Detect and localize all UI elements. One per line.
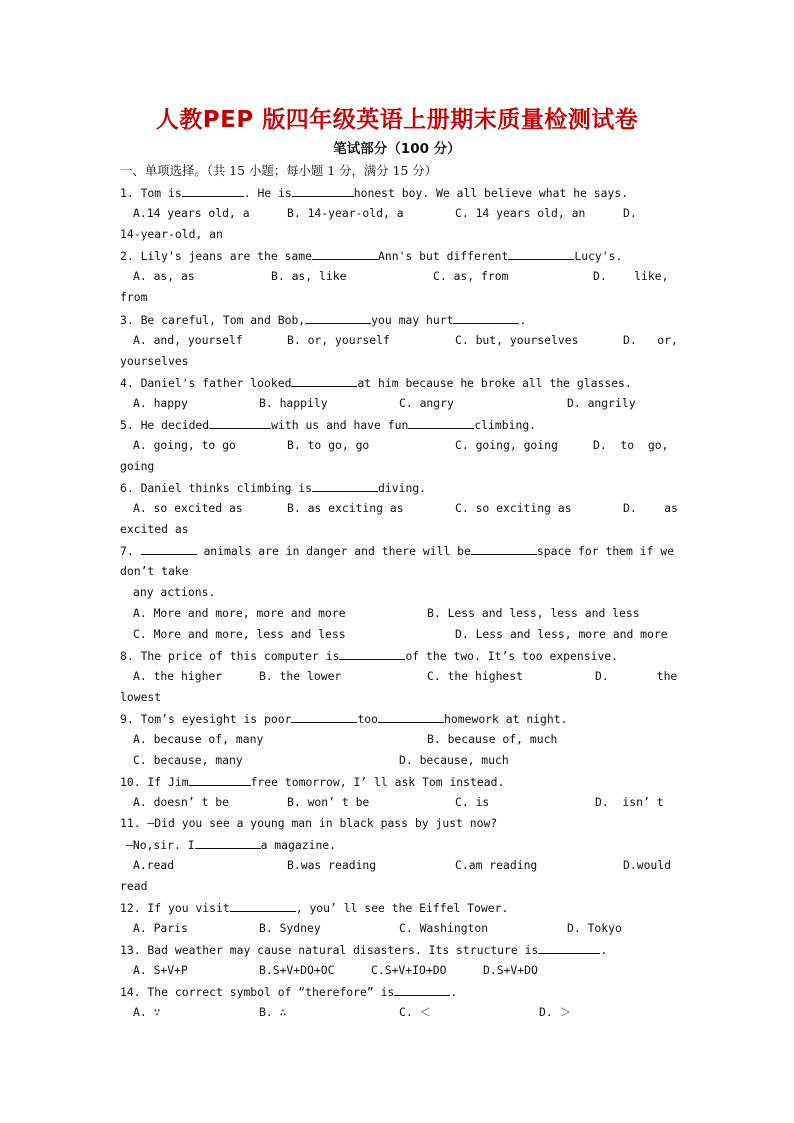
answer-blank bbox=[312, 248, 378, 260]
answer-blank bbox=[189, 774, 251, 786]
text-fragment: C. 14 years old, an bbox=[455, 206, 586, 220]
question-6 bbox=[120, 480, 675, 496]
answer-blank bbox=[471, 543, 537, 555]
text-fragment: B. as exciting as bbox=[287, 501, 404, 515]
answer-blank bbox=[195, 837, 261, 849]
question-6-wrap: excited as bbox=[120, 522, 189, 536]
question-3 bbox=[120, 312, 675, 328]
text-fragment: 9. Tom’s eyesight is poor bbox=[120, 712, 292, 726]
text-fragment: . bbox=[519, 313, 527, 327]
text-fragment: C. the highest bbox=[427, 669, 524, 683]
text-fragment: D. because, much bbox=[399, 753, 509, 767]
question-7-line2: don’t take bbox=[120, 564, 189, 578]
text-fragment: A. the higher bbox=[133, 669, 223, 683]
text-fragment: B. as, like bbox=[271, 269, 347, 283]
text-fragment: animals are in danger and there will be bbox=[203, 544, 471, 558]
text-fragment: D. Tokyo bbox=[567, 921, 622, 935]
text-fragment: C. because, many bbox=[133, 753, 243, 767]
text-fragment: A. going, to go bbox=[133, 438, 236, 452]
text-fragment: B. won’ t be bbox=[287, 795, 370, 809]
text-fragment: C. is bbox=[455, 795, 490, 809]
answer-blank bbox=[291, 375, 357, 387]
text-fragment: A. happy bbox=[133, 396, 188, 410]
text-fragment: D. like, bbox=[593, 269, 669, 283]
text-fragment: Ann's but different bbox=[378, 249, 509, 263]
text-fragment: 4. Daniel's father looked bbox=[120, 376, 292, 390]
answer-blank bbox=[182, 185, 244, 197]
text-fragment: C. angry bbox=[399, 396, 454, 410]
text-fragment: D. or, bbox=[623, 333, 678, 347]
answer-blank bbox=[453, 312, 519, 324]
question-7-line3: any actions. bbox=[133, 585, 216, 599]
question-10 bbox=[120, 774, 675, 790]
text-fragment: C.am reading bbox=[455, 858, 538, 872]
text-fragment: B.was reading bbox=[287, 858, 377, 872]
answer-blank bbox=[508, 248, 574, 260]
question-4 bbox=[120, 375, 675, 391]
text-fragment: A. Paris bbox=[133, 921, 188, 935]
question-3-wrap: yourselves bbox=[120, 354, 189, 368]
answer-blank bbox=[312, 480, 378, 492]
answer-blank bbox=[230, 900, 296, 912]
text-fragment: C. so exciting as bbox=[455, 501, 572, 515]
text-fragment: at him because he broke all the glasses. bbox=[357, 376, 632, 390]
question-1: 1. Tom is . He is honest boy. We all believe what he says. bbox=[120, 186, 629, 200]
text-fragment: a magazine. bbox=[260, 838, 337, 852]
text-fragment: D. the bbox=[595, 669, 678, 683]
question-12 bbox=[120, 900, 675, 916]
text-fragment: A. More and more, more and more bbox=[133, 606, 346, 620]
text-fragment: D.S+V+DO bbox=[483, 963, 538, 977]
answer-blank bbox=[141, 543, 197, 555]
text-fragment: D. Less and less, more and more bbox=[455, 627, 668, 641]
question-13 bbox=[120, 942, 675, 958]
text-fragment: 8. The price of this computer is bbox=[120, 649, 340, 663]
answer-blank bbox=[394, 984, 450, 996]
answer-blank bbox=[292, 185, 354, 197]
text-fragment: you may hurt bbox=[371, 313, 454, 327]
text-fragment: C.S+V+IO+DO bbox=[371, 963, 447, 977]
text-fragment: diving. bbox=[378, 481, 427, 495]
question-14 bbox=[120, 984, 675, 1000]
text-fragment: 5. He decided bbox=[120, 418, 210, 432]
text-fragment: B. 14-year-old, a bbox=[287, 206, 404, 220]
text-fragment: A.14 years old, a bbox=[133, 206, 250, 220]
text-fragment: B. Sydney bbox=[259, 921, 321, 935]
text-fragment: D. to go, bbox=[593, 438, 669, 452]
text-fragment: space for them if we bbox=[536, 544, 675, 558]
question-8-wrap: lowest bbox=[120, 690, 162, 704]
text-fragment: of the two. It’s too expensive. bbox=[405, 649, 619, 663]
question-8 bbox=[120, 648, 675, 664]
text-fragment: C. ＜ bbox=[399, 1005, 431, 1019]
question-11-wrap: read bbox=[120, 879, 148, 893]
page-subtitle: 笔试部分（100 分） bbox=[333, 141, 461, 157]
question-9 bbox=[120, 711, 675, 727]
question-2-wrap: from bbox=[120, 290, 148, 304]
text-fragment: B. ∴ bbox=[259, 1005, 287, 1019]
text-fragment: D. as bbox=[623, 501, 678, 515]
question-11-line2 bbox=[126, 837, 681, 853]
text-fragment: too bbox=[357, 712, 379, 726]
text-fragment: B. the lower bbox=[259, 669, 342, 683]
text-fragment: B. or, yourself bbox=[287, 333, 390, 347]
text-fragment: A. as, as bbox=[133, 269, 195, 283]
text-fragment: with us and have fun bbox=[271, 418, 409, 432]
answer-blank bbox=[339, 648, 405, 660]
answer-blank bbox=[305, 312, 371, 324]
text-fragment: 6. Daniel thinks climbing is bbox=[120, 481, 313, 495]
answer-blank bbox=[378, 711, 444, 723]
text-fragment: free tomorrow, I’ ll ask Tom instead. bbox=[250, 775, 505, 789]
text-fragment: 13. Bad weather may cause natural disasters. Its structure is bbox=[120, 943, 539, 957]
page-title: 人教PEP 版四年级英语上册期末质量检测试卷 bbox=[155, 107, 639, 133]
text-fragment: D. isn’ t bbox=[595, 795, 664, 809]
text-fragment: C. but, yourselves bbox=[455, 333, 579, 347]
text-fragment: A.read bbox=[133, 858, 175, 872]
text-fragment: D. bbox=[623, 206, 637, 220]
text-fragment: A. so excited as bbox=[133, 501, 243, 515]
text-fragment: 14. The correct symbol of “therefore” is bbox=[120, 985, 395, 999]
text-fragment: homework at night. bbox=[444, 712, 568, 726]
question-7: 7. animals are in danger and there will be space for them if we bbox=[120, 544, 675, 558]
text-fragment: . bbox=[450, 985, 458, 999]
text-fragment: C. More and more, less and less bbox=[133, 627, 346, 641]
text-fragment: —No,sir. I bbox=[126, 838, 195, 852]
text-fragment: A. ∵ bbox=[133, 1005, 161, 1019]
text-fragment: Lucy's. bbox=[574, 249, 623, 263]
text-fragment: A. doesn’ t be bbox=[133, 795, 230, 809]
text-fragment: 3. Be careful, Tom and Bob, bbox=[120, 313, 306, 327]
text-fragment: B.S+V+DO+OC bbox=[259, 963, 335, 977]
text-fragment: , you’ ll see the Eiffel Tower. bbox=[295, 901, 509, 915]
answer-blank bbox=[538, 942, 600, 954]
question-5-wrap: going bbox=[120, 459, 155, 473]
answer-blank bbox=[209, 417, 271, 429]
question-1-wrap: 14-year-old, an bbox=[120, 227, 223, 241]
text-fragment: B. Less and less, less and less bbox=[427, 606, 640, 620]
text-fragment: B. to go, go bbox=[287, 438, 370, 452]
text-fragment: C. Washington bbox=[399, 921, 489, 935]
question-5 bbox=[120, 417, 675, 433]
text-fragment: climbing. bbox=[474, 418, 537, 432]
text-fragment: C. going, going bbox=[455, 438, 558, 452]
text-fragment: C. as, from bbox=[433, 269, 509, 283]
text-fragment: D. ＞ bbox=[539, 1005, 571, 1019]
question-2 bbox=[120, 248, 675, 264]
text-fragment: . bbox=[600, 943, 608, 957]
text-fragment: 2. Lily's jeans are the same bbox=[120, 249, 313, 263]
text-fragment: B. happily bbox=[259, 396, 328, 410]
text-fragment: 12. If you visit bbox=[120, 901, 230, 915]
text-fragment: D. angrily bbox=[567, 396, 636, 410]
text-fragment: A. S+V+P bbox=[133, 963, 188, 977]
text-fragment: A. and, yourself bbox=[133, 333, 243, 347]
text-fragment: D.would bbox=[623, 858, 672, 872]
text-fragment: B. because of, much bbox=[427, 732, 558, 746]
answer-blank bbox=[408, 417, 474, 429]
answer-blank bbox=[291, 711, 357, 723]
text-fragment: A. because of, many bbox=[133, 732, 264, 746]
question-11: 11. —Did you see a young man in black pass by just now? bbox=[120, 816, 498, 830]
text-fragment: 10. If Jim bbox=[120, 775, 189, 789]
section-heading: 一、单项选择。（共 15 小题；每小题 1 分，满分 15 分） bbox=[120, 163, 438, 178]
